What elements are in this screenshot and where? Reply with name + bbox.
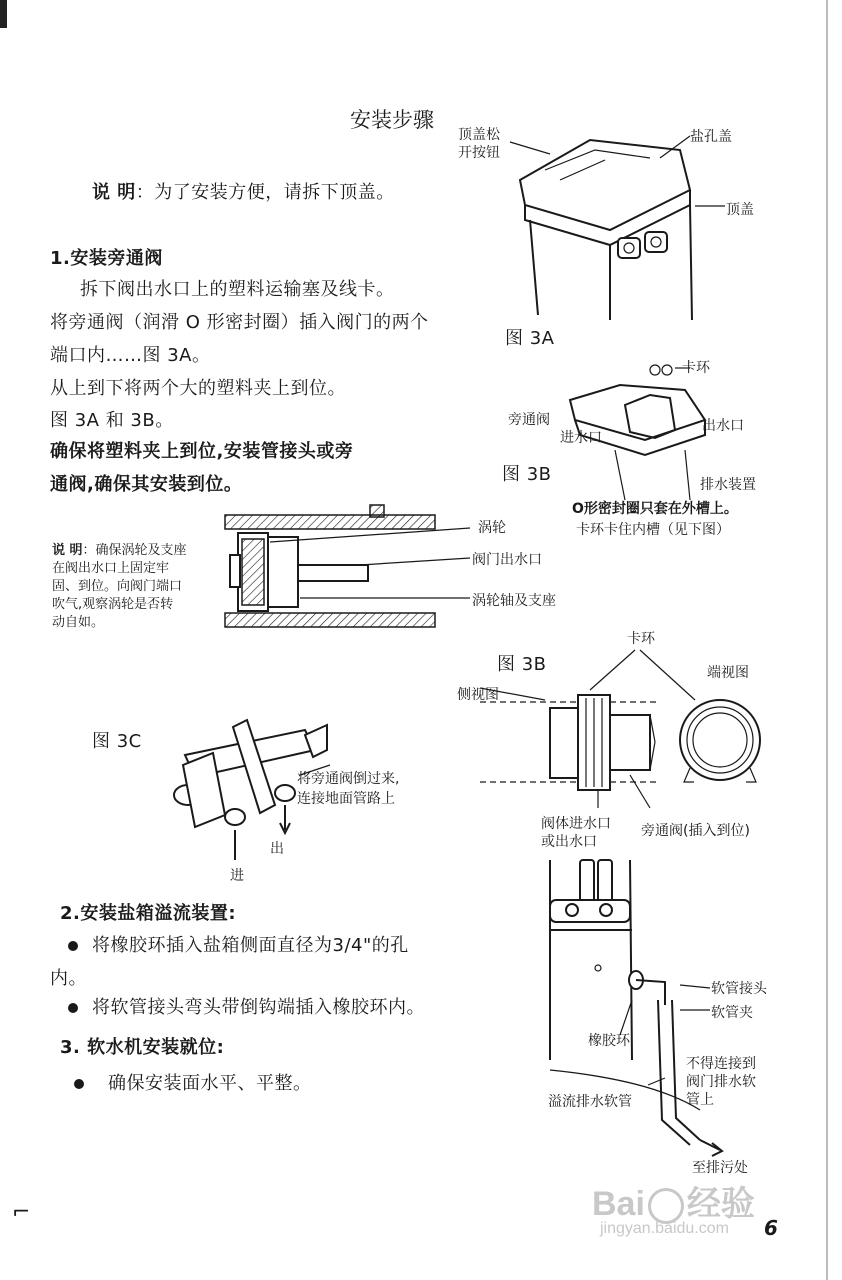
fig3b-top-caption: 图 3B <box>502 464 552 485</box>
watermark-brand-2: 经验 <box>686 1185 755 1223</box>
watermark-logo <box>592 1176 755 1225</box>
fig3b-label-clip: 卡环 <box>682 360 710 376</box>
section2-item-2 <box>68 993 425 1019</box>
bullet-icon <box>68 1003 78 1013</box>
note-label: 说 明 <box>92 182 136 203</box>
fig3b-label-outlet: 出水口 <box>702 418 744 434</box>
turbine-label-turbine: 涡轮 <box>478 520 506 536</box>
bullet-icon <box>74 1079 84 1089</box>
section3-item-1-text: 确保安装面水平、平整。 <box>108 1073 312 1094</box>
overflow-warning-3: 管上 <box>686 1092 714 1108</box>
page-number: 6 <box>764 1216 778 1240</box>
section1-line-3: 端口内……图 3A。 <box>50 345 211 366</box>
section1-line-1: 拆下阀出水口上的塑料运输塞及线卡。 <box>80 279 395 300</box>
section2-item-1-text: 将橡胶环插入盐箱侧面直径为3/4"的孔 <box>92 935 409 956</box>
fig3c-label-in: 进 <box>230 868 244 884</box>
section2-item-1-cont: 内。 <box>50 968 87 989</box>
fig3b-oring-note: O形密封圈只套在外槽上。 <box>572 501 738 517</box>
section1-line-5: 图 3A 和 3B。 <box>50 410 174 431</box>
turbine-label-valve-outlet: 阀门出水口 <box>472 552 542 568</box>
fig3a-label-top-cover: 顶盖 <box>726 202 754 218</box>
turbine-leaders <box>240 520 480 605</box>
fig3b-bottom-caption: 图 3B <box>497 654 547 675</box>
note-text: ：为了安装方便，请拆下顶盖。 <box>135 182 395 203</box>
section3-item-1 <box>74 1069 312 1095</box>
overflow-label-grommet: 橡胶环 <box>588 1033 630 1049</box>
section1-bold-2: 通阀,确保其安装到位。 <box>50 474 243 495</box>
page-title: 安装步骤 <box>350 108 434 132</box>
fig3c-label-invert-1: 将旁通阀倒过来, <box>297 771 400 787</box>
section1-bold-1: 确保将塑料夹上到位,安装管接头或旁 <box>50 441 354 462</box>
intro-note <box>92 178 395 204</box>
fig3a-label-salt-lid: 盐孔盖 <box>690 129 732 145</box>
overflow-label-to-drain: 至排污处 <box>692 1160 748 1176</box>
fig3b-label-inlet: 进水口 <box>560 430 602 446</box>
fig3b-bottom-label-clip: 卡环 <box>627 631 655 647</box>
fig3b-bottom-label-valve-port-1: 阀体进水口 <box>541 816 611 832</box>
fig3b-bottom-label-valve-port-2: 或出水口 <box>541 834 597 850</box>
turbine-note-label: 说 明 <box>52 543 83 558</box>
fig3c-label-invert-2: 连接地面管路上 <box>297 791 395 807</box>
fig3b-bottom-label-side-view: 侧视图 <box>457 687 499 703</box>
fig3a-leaders <box>510 132 740 212</box>
fig3b-bottom-drawing <box>480 640 780 820</box>
watermark-brand: Bai <box>592 1185 645 1223</box>
bullet-icon <box>68 941 78 951</box>
section1-line-4: 从上到下将两个大的塑料夹上到位。 <box>50 378 346 399</box>
scan-edge-mark <box>0 0 7 28</box>
watermark-url: jingyan.baidu.com <box>600 1220 729 1237</box>
fig3a-caption: 图 3A <box>505 328 555 349</box>
fig3b-label-bypass: 旁通阀 <box>508 412 550 428</box>
fig3b-bottom-label-bypass-inserted: 旁通阀(插入到位) <box>641 823 750 839</box>
fig3a-label-release-2: 开按钮 <box>458 145 500 161</box>
fig3b-clip-note: 卡环卡住内槽（见下图） <box>576 522 730 538</box>
overflow-label-hose-clamp: 软管夹 <box>711 1005 753 1021</box>
paw-icon <box>648 1188 684 1224</box>
turbine-label-shaft: 涡轮轴及支座 <box>472 593 556 609</box>
turbine-note-line-5: 动自如。 <box>52 615 105 630</box>
fig3b-bottom-label-end-view: 端视图 <box>707 665 749 681</box>
turbine-note-line-2: 在阀出水口上固定牢 <box>52 561 170 576</box>
section1-heading: 1.安装旁通阀 <box>50 248 163 269</box>
section1-line-2: 将旁通阀（润滑 O 形密封圈）插入阀门的两个 <box>50 312 429 333</box>
turbine-note-line-3: 固、到位。向阀门端口 <box>52 579 183 594</box>
fig3a-label-release-1: 顶盖松 <box>458 127 500 143</box>
turbine-note <box>52 542 187 632</box>
overflow-label-drain-hose: 溢流排水软管 <box>548 1094 632 1110</box>
section2-item-2-text: 将软管接头弯头带倒钩端插入橡胶环内。 <box>92 997 425 1018</box>
overflow-label-hose-fitting: 软管接头 <box>711 981 767 997</box>
fig3c-caption: 图 3C <box>92 731 142 752</box>
section3-heading: 3. 软水机安装就位: <box>60 1037 225 1058</box>
section2-heading: 2.安装盐箱溢流装置: <box>60 903 237 924</box>
overflow-warning-2: 阀门排水软 <box>686 1074 756 1090</box>
fig3b-label-drain: 排水装置 <box>700 477 756 493</box>
margin-mark: ⌐ <box>12 1200 31 1225</box>
section2-item-1 <box>68 931 409 957</box>
fig3c-label-out: 出 <box>270 841 284 857</box>
turbine-note-line-1: ：确保涡轮及支座 <box>82 543 187 558</box>
overflow-warning-1: 不得连接到 <box>686 1056 756 1072</box>
page-edge <box>826 0 828 1280</box>
turbine-note-line-4: 吹气,观察涡轮是否转 <box>52 597 174 612</box>
